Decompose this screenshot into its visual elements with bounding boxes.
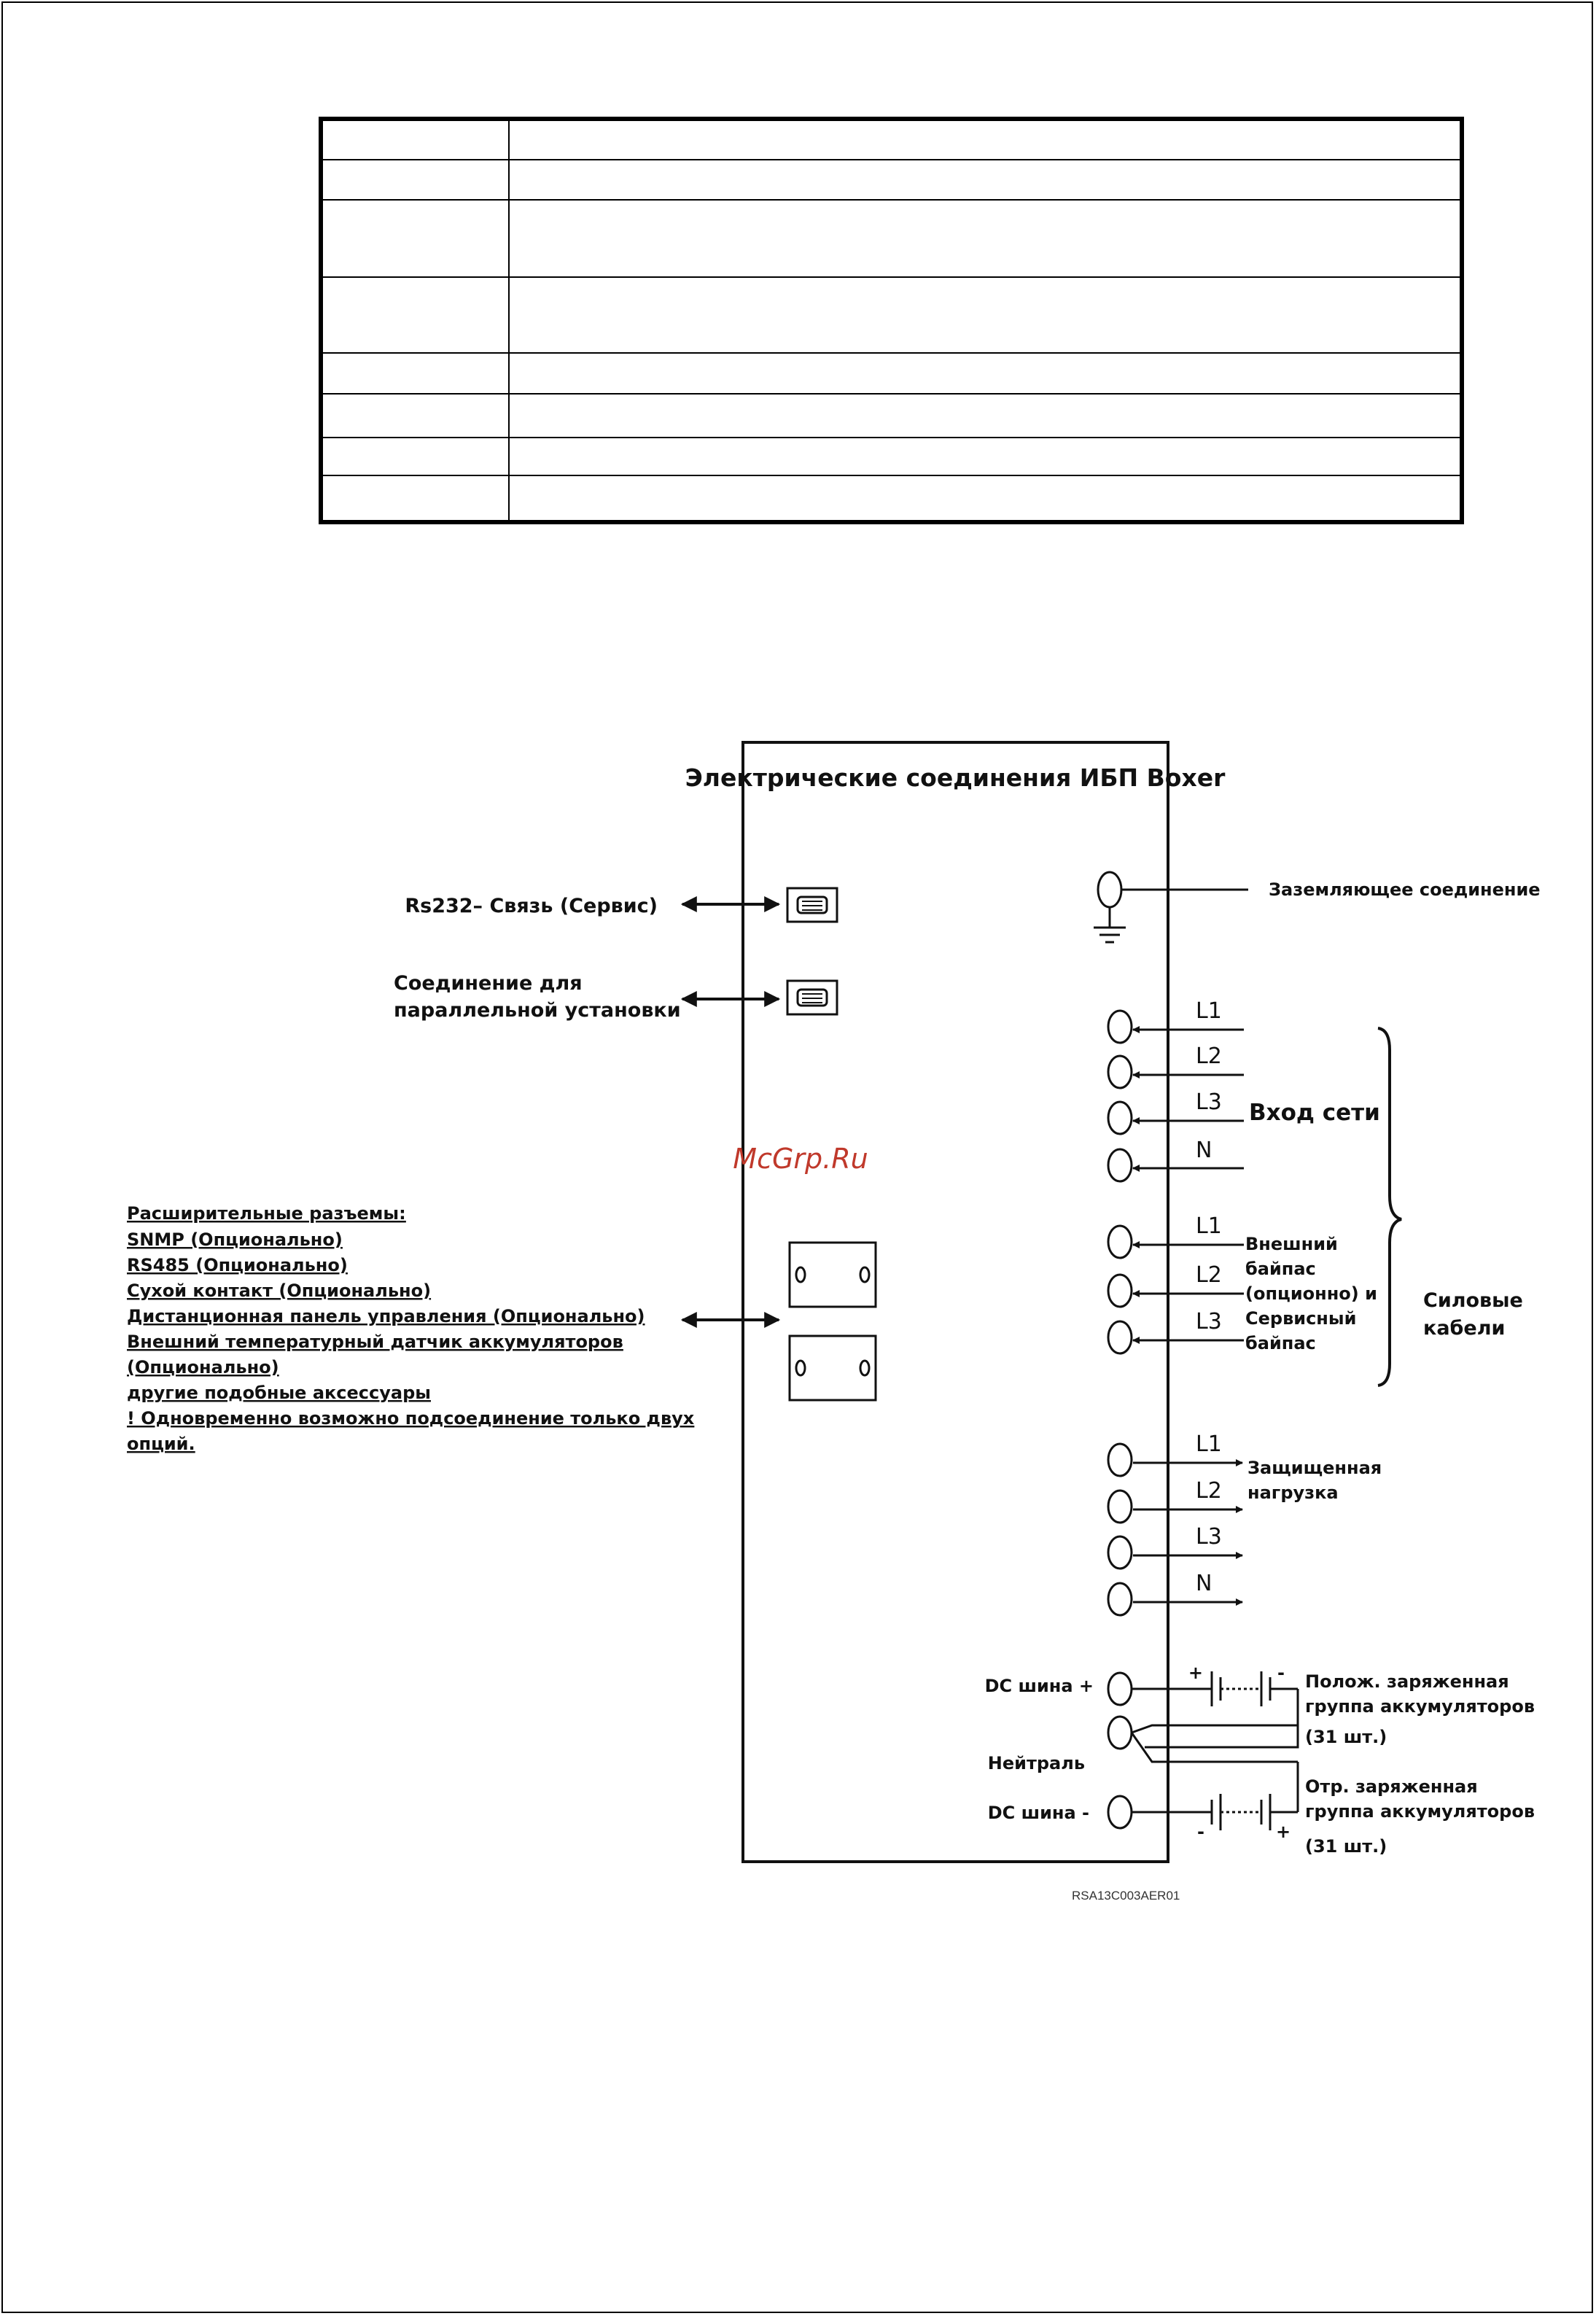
battery-pos-count: (31 шт.) — [1305, 1727, 1387, 1747]
battery-plus-sign: + — [1276, 1822, 1291, 1842]
battery-minus-sign: - — [1277, 1663, 1285, 1683]
wire-label: L1 — [1196, 1213, 1222, 1239]
terminal — [1108, 1796, 1132, 1828]
terminal — [1108, 1056, 1132, 1088]
expansion-line: Дистанционная панель управления (Опционально) — [127, 1306, 645, 1326]
expansion-line: Сухой контакт (Опционально) — [127, 1281, 432, 1301]
wire-label: L1 — [1196, 998, 1222, 1024]
bypass-label: (опционно) и — [1245, 1283, 1377, 1304]
battery-minus-sign: - — [1197, 1822, 1204, 1842]
dc-plus-label: DC шина + — [984, 1676, 1094, 1696]
power-cables-brace — [1378, 1028, 1401, 1386]
wire-label: L2 — [1196, 1262, 1222, 1288]
dc-minus-label: DC шина - — [987, 1803, 1089, 1823]
ground-label: Заземляющее соединение — [1269, 879, 1541, 900]
neutral-label: Нейтраль — [987, 1753, 1085, 1773]
wire-label: L2 — [1196, 1478, 1222, 1504]
terminal — [1108, 1275, 1132, 1307]
terminal — [1108, 1011, 1132, 1043]
terminal — [1108, 1583, 1132, 1615]
terminal — [1108, 1536, 1132, 1569]
power-cables-label: Силовые — [1423, 1289, 1523, 1312]
expansion-line: другие подобные аксессуары — [127, 1383, 431, 1403]
expansion-line: Внешний температурный датчик аккумуляторов — [127, 1332, 623, 1352]
mains-input-label: Вход сети — [1249, 1100, 1380, 1126]
ground-terminal — [1098, 872, 1121, 907]
protected-load-label: нагрузка — [1247, 1483, 1339, 1503]
bypass-label: Сервисный — [1245, 1308, 1357, 1329]
power-cables-label: кабели — [1423, 1317, 1506, 1340]
battery-pos-label: группа аккумуляторов — [1305, 1696, 1535, 1717]
terminal — [1108, 1149, 1132, 1181]
terminal — [1108, 1491, 1132, 1523]
terminal — [1108, 1321, 1132, 1353]
terminal — [1108, 1673, 1132, 1705]
protected-load-label: Защищенная — [1247, 1458, 1382, 1478]
battery-plus-sign: + — [1188, 1663, 1203, 1683]
bypass-label: байпас — [1245, 1333, 1316, 1353]
parallel-label-line1: Соединение для — [394, 972, 583, 995]
terminal — [1108, 1226, 1132, 1258]
wire-label: L1 — [1196, 1431, 1222, 1457]
bypass-label: Внешний — [1245, 1234, 1338, 1254]
wire-label: N — [1196, 1571, 1212, 1596]
expansion-line: Расширительные разъемы: — [127, 1203, 406, 1224]
expansion-line: SNMP (Опционально) — [127, 1229, 343, 1250]
wire-label: N — [1196, 1138, 1212, 1163]
battery-pos-label: Полож. заряженная — [1305, 1671, 1509, 1692]
wire-label: L3 — [1196, 1524, 1222, 1550]
battery-neg-label: Отр. заряженная — [1305, 1776, 1478, 1797]
expansion-line: опций. — [127, 1434, 195, 1454]
parallel-label-line2: параллельной установки — [394, 999, 681, 1022]
rs232-label: Rs232– Связь (Сервис) — [405, 895, 658, 917]
terminal — [1108, 1444, 1132, 1476]
expansion-line: RS485 (Опционально) — [127, 1255, 348, 1275]
terminal-block — [1108, 1011, 1132, 1828]
wire-label: L3 — [1196, 1089, 1222, 1115]
terminal — [1108, 1102, 1132, 1134]
watermark: McGrp.Ru — [733, 1143, 868, 1175]
expansion-line: ! Одновременно возможно подсоединение только двух — [127, 1408, 695, 1429]
wire-label: L2 — [1196, 1044, 1222, 1069]
diagram-title: Электрические соединения ИБП Boxer — [685, 763, 1226, 792]
bypass-label: байпас — [1245, 1259, 1316, 1279]
battery-neg-label: группа аккумуляторов — [1305, 1801, 1535, 1822]
expansion-list — [127, 1203, 695, 1454]
figure-code: RSA13C003AER01 — [1072, 1889, 1180, 1903]
wire-label: L3 — [1196, 1309, 1222, 1334]
terminal — [1108, 1717, 1132, 1749]
battery-neg-count: (31 шт.) — [1305, 1836, 1387, 1857]
expansion-line: (Опционально) — [127, 1357, 279, 1377]
